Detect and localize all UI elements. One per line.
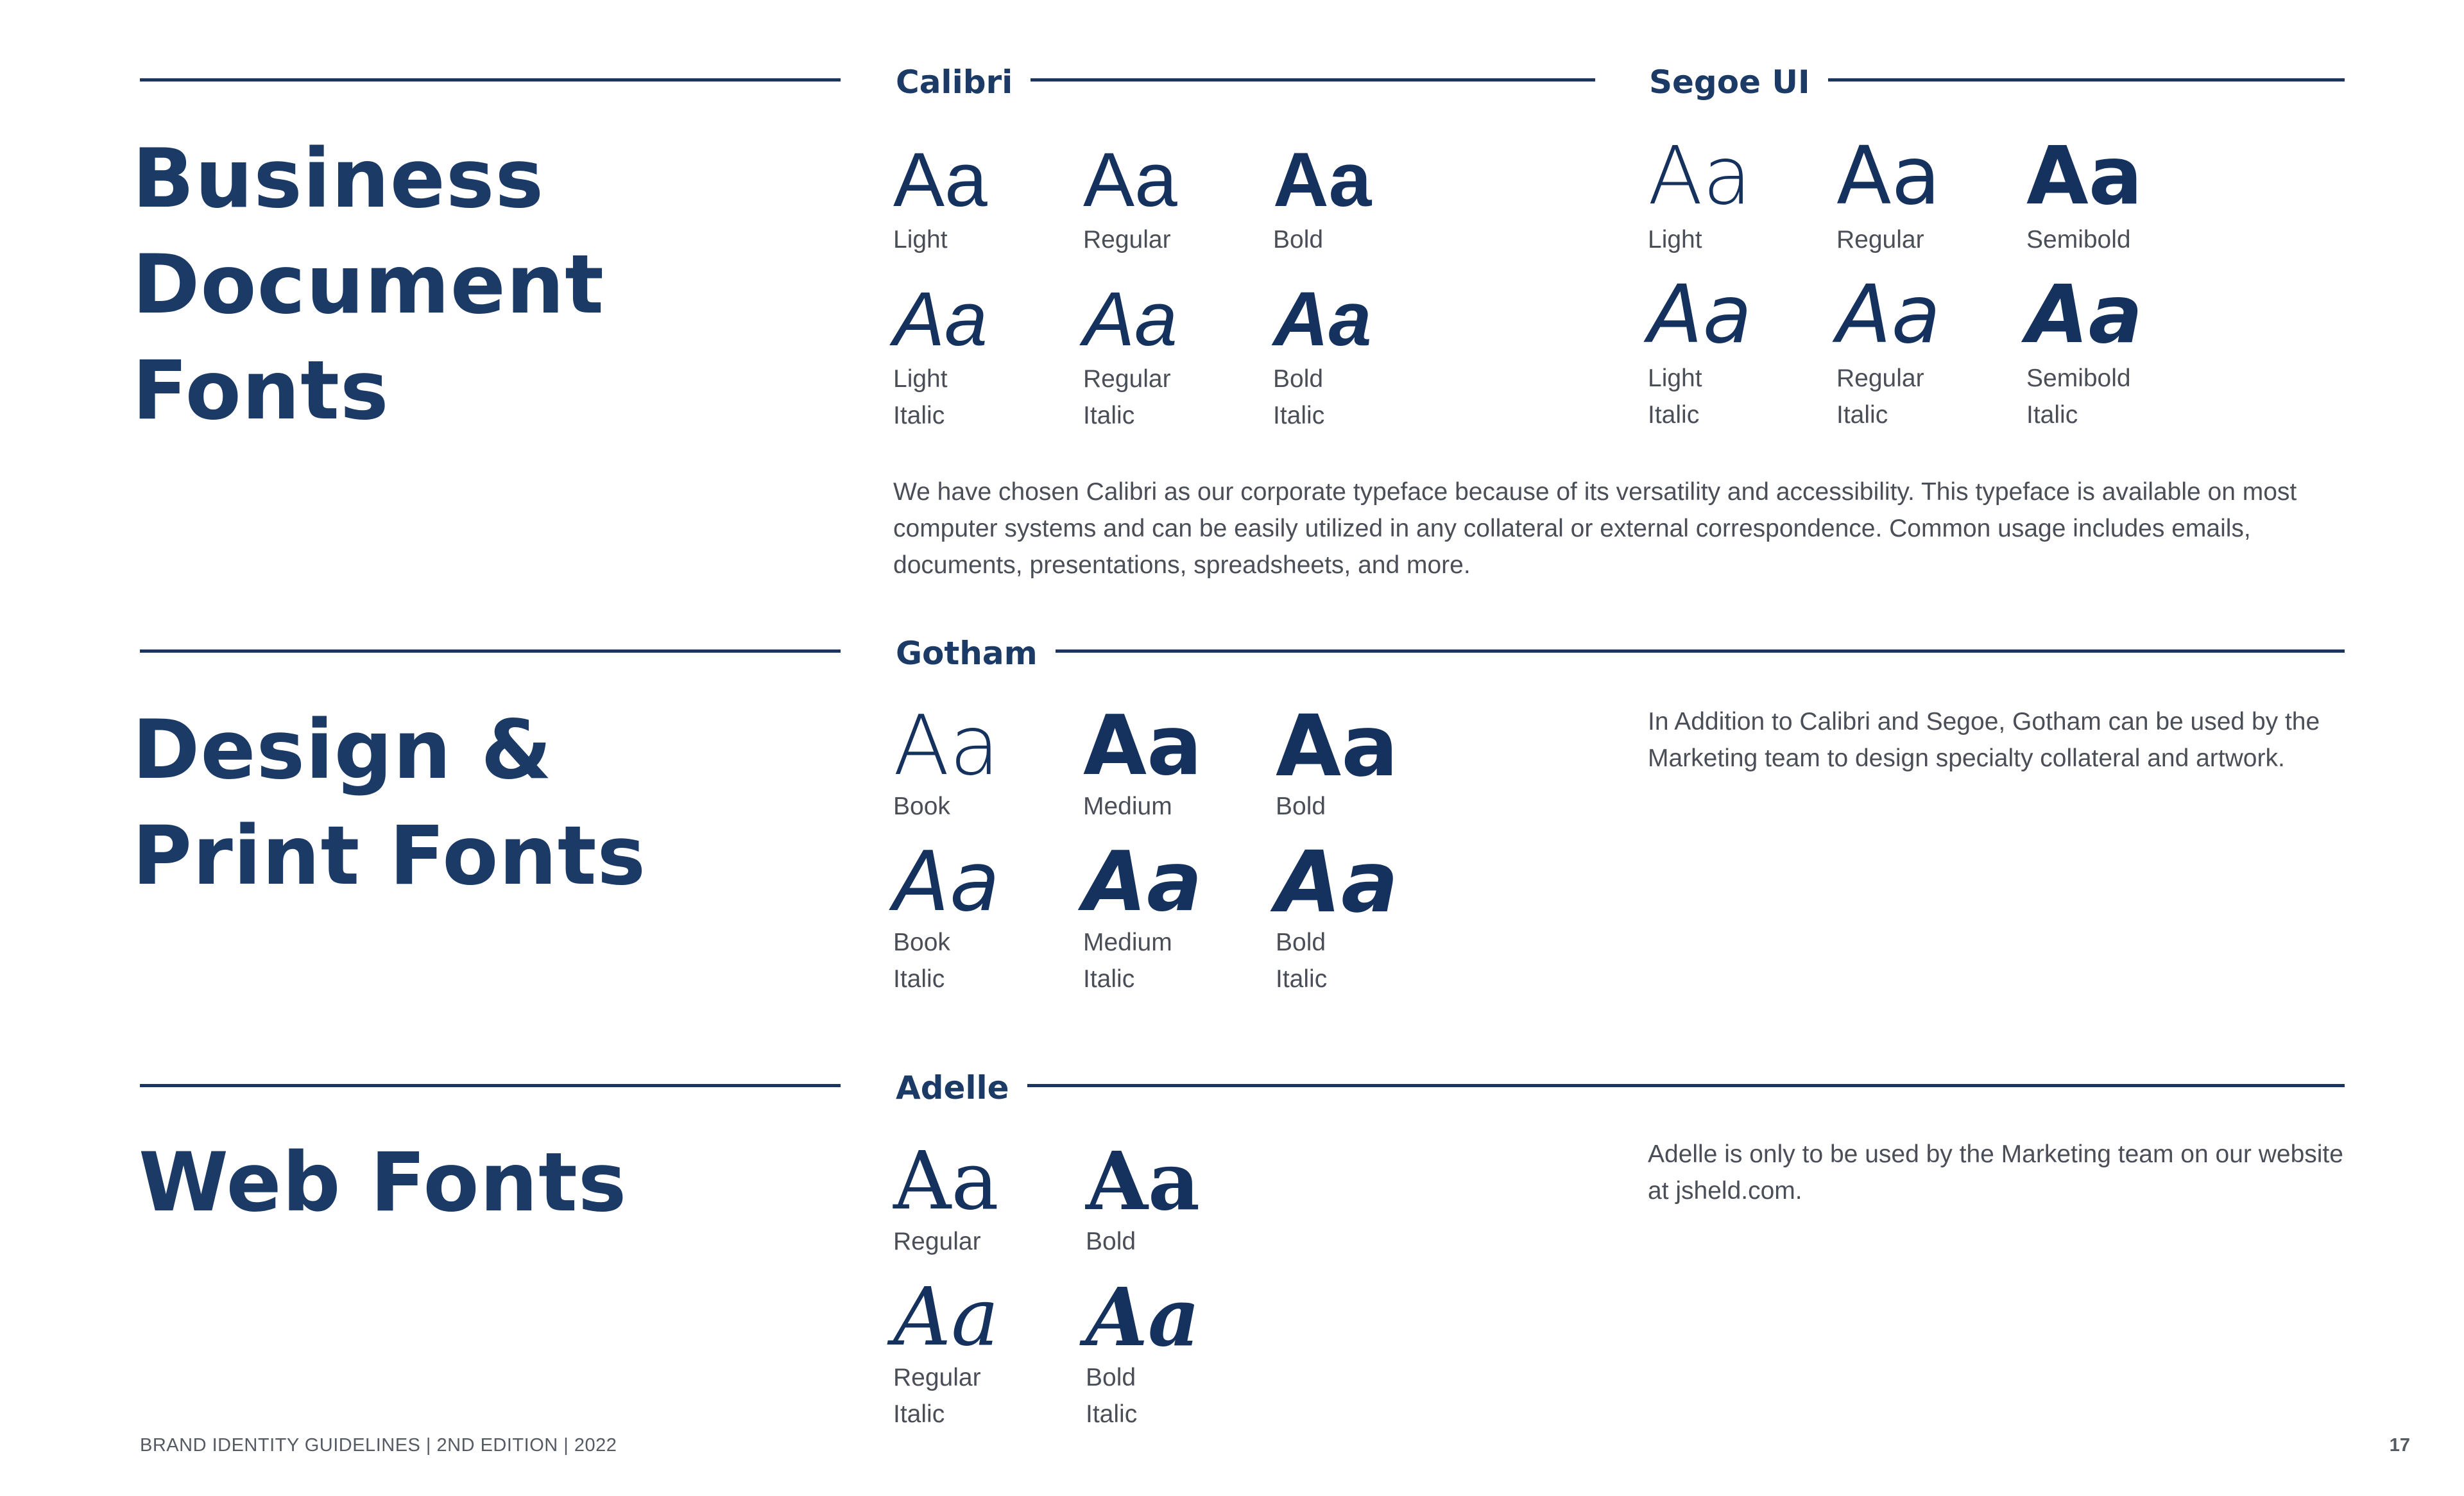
font-sample-segoe-semibold	[2026, 130, 2143, 258]
font-sample-gotham-book	[893, 698, 1000, 825]
sample-label: Regular	[893, 1228, 981, 1255]
sample-label-style: Italic	[893, 1400, 945, 1428]
sample-glyph: Aa	[893, 1271, 999, 1364]
font-name-segoe-ui: Segoe UI	[1649, 63, 1828, 101]
font-sample-gotham-bold	[1276, 697, 1399, 825]
sample-label: Regular	[1083, 226, 1171, 254]
font-sample-adelle-regular-italic	[893, 1271, 999, 1432]
divider-web-left	[140, 1084, 841, 1087]
sample-glyph: Aa	[1836, 130, 1941, 223]
sample-label-style: Italic	[1836, 401, 1888, 429]
sample-label-style: Italic	[893, 402, 945, 429]
heading-line: Web Fonts	[139, 1135, 628, 1230]
sample-label-style: Italic	[1083, 965, 1135, 993]
sample-glyph: Aa	[1276, 697, 1399, 796]
divider-adelle	[896, 1084, 2345, 1087]
sample-glyph: Aa	[1083, 137, 1177, 223]
font-name-gotham: Gotham	[896, 634, 1056, 673]
heading-business-document-fonts	[132, 126, 604, 443]
sample-glyph: Aa	[1086, 1271, 1200, 1364]
sample-label: Light	[1648, 365, 1702, 392]
sample-glyph: Aa	[1083, 698, 1202, 794]
font-sample-adelle-regular	[893, 1135, 999, 1260]
font-sample-gotham-medium-italic	[1083, 834, 1202, 997]
heading-line: Document	[132, 237, 604, 332]
heading-design-print-fonts	[132, 697, 646, 909]
sample-glyph: Aa	[2026, 268, 2143, 361]
sample-glyph: Aa	[1273, 276, 1372, 362]
heading-line: Business	[132, 131, 545, 226]
font-sample-gotham-bold-italic	[1276, 833, 1399, 997]
font-sample-calibri-bold-italic	[1273, 277, 1371, 434]
web-fonts-description: Adelle is only to be used by the Marketing team on our website at jsheld.com.	[1648, 1140, 2343, 1205]
sample-label: Bold	[1086, 1228, 1136, 1255]
sample-label: Book	[893, 929, 950, 956]
sample-glyph: Aa	[1083, 834, 1202, 930]
font-sample-gotham-medium	[1083, 698, 1202, 825]
sample-label: Medium	[1083, 793, 1172, 820]
heading-line: Fonts	[132, 343, 389, 438]
divider-gotham	[896, 649, 2345, 653]
font-sample-segoe-light	[1648, 130, 1752, 258]
sample-glyph: Aa	[1086, 1135, 1200, 1228]
sample-label: Regular	[1836, 226, 1924, 254]
sample-label: Bold	[1276, 929, 1326, 956]
sample-label: Light	[893, 226, 948, 254]
sample-label-style: Italic	[1273, 402, 1325, 429]
font-sample-calibri-light-italic	[893, 277, 988, 434]
sample-label: Bold	[1086, 1364, 1136, 1391]
heading-line: Design &	[132, 702, 552, 797]
sample-label: Regular	[1836, 365, 1924, 392]
heading-line: Print Fonts	[132, 808, 647, 903]
sample-glyph: Aa	[1276, 833, 1399, 932]
sample-glyph: Aa	[1648, 130, 1752, 223]
sample-glyph: Aa	[893, 834, 1000, 930]
sample-label: Bold	[1276, 793, 1326, 820]
font-sample-segoe-regular-italic	[1836, 268, 1941, 433]
heading-web-fonts	[139, 1130, 627, 1235]
sample-label: Bold	[1273, 365, 1324, 393]
sample-glyph: Aa	[893, 137, 988, 223]
sample-glyph: Aa	[893, 1135, 999, 1228]
font-sample-segoe-light-italic	[1648, 268, 1752, 433]
font-sample-calibri-regular-italic	[1083, 277, 1177, 434]
sample-label-style: Italic	[1276, 965, 1328, 993]
font-sample-segoe-regular	[1836, 130, 1941, 258]
sample-label: Regular	[893, 1364, 981, 1391]
sample-glyph: Aa	[893, 276, 988, 362]
sample-label: Bold	[1273, 226, 1324, 254]
sample-glyph: Aa	[1836, 268, 1941, 361]
sample-label: Semibold	[2026, 365, 2131, 392]
sample-glyph: Aa	[893, 698, 1000, 794]
sample-glyph: Aa	[2026, 130, 2143, 223]
design-fonts-description: In Addition to Calibri and Segoe, Gotham can be used by the Marketing team to design specialty collateral and artwork.	[1648, 708, 2320, 772]
footer-text: BRAND IDENTITY GUIDELINES | 2ND EDITION | 2022	[140, 1435, 617, 1456]
sample-label: Book	[893, 793, 950, 820]
divider-design-left	[140, 649, 841, 653]
sample-glyph: Aa	[1648, 268, 1752, 361]
sample-label: Regular	[1083, 365, 1171, 393]
sample-label: Medium	[1083, 929, 1172, 956]
font-sample-segoe-semibold-italic	[2026, 268, 2143, 433]
font-sample-calibri-regular	[1083, 138, 1177, 258]
sample-label: Semibold	[2026, 226, 2131, 254]
font-sample-adelle-bold-italic	[1086, 1271, 1200, 1432]
divider-business-left	[140, 78, 841, 82]
sample-glyph: Aa	[1273, 137, 1372, 223]
business-fonts-description: We have chosen Calibri as our corporate typeface because of its versatility and accessibility. This typeface is available on most computer systems and can be easily utilized in any collateral or external correspondence. Common usage includes emails, documents, presentations, spreadsheets, and more.	[893, 478, 2297, 579]
sample-label: Light	[1648, 226, 1702, 254]
sample-label-style: Italic	[1083, 402, 1135, 429]
font-name-adelle: Adelle	[896, 1069, 1027, 1107]
font-sample-calibri-bold	[1273, 138, 1371, 258]
sample-label: Light	[893, 365, 948, 393]
font-name-calibri: Calibri	[896, 63, 1031, 101]
sample-label-style: Italic	[893, 965, 945, 993]
sample-label-style: Italic	[1086, 1400, 1138, 1428]
font-sample-calibri-light	[893, 138, 988, 258]
sample-glyph: Aa	[1083, 276, 1177, 362]
font-sample-gotham-book-italic	[893, 834, 1000, 997]
sample-label-style: Italic	[1648, 401, 1700, 429]
sample-label-style: Italic	[2026, 401, 2078, 429]
page-number: 17	[2389, 1435, 2410, 1456]
font-sample-adelle-bold	[1086, 1135, 1200, 1260]
